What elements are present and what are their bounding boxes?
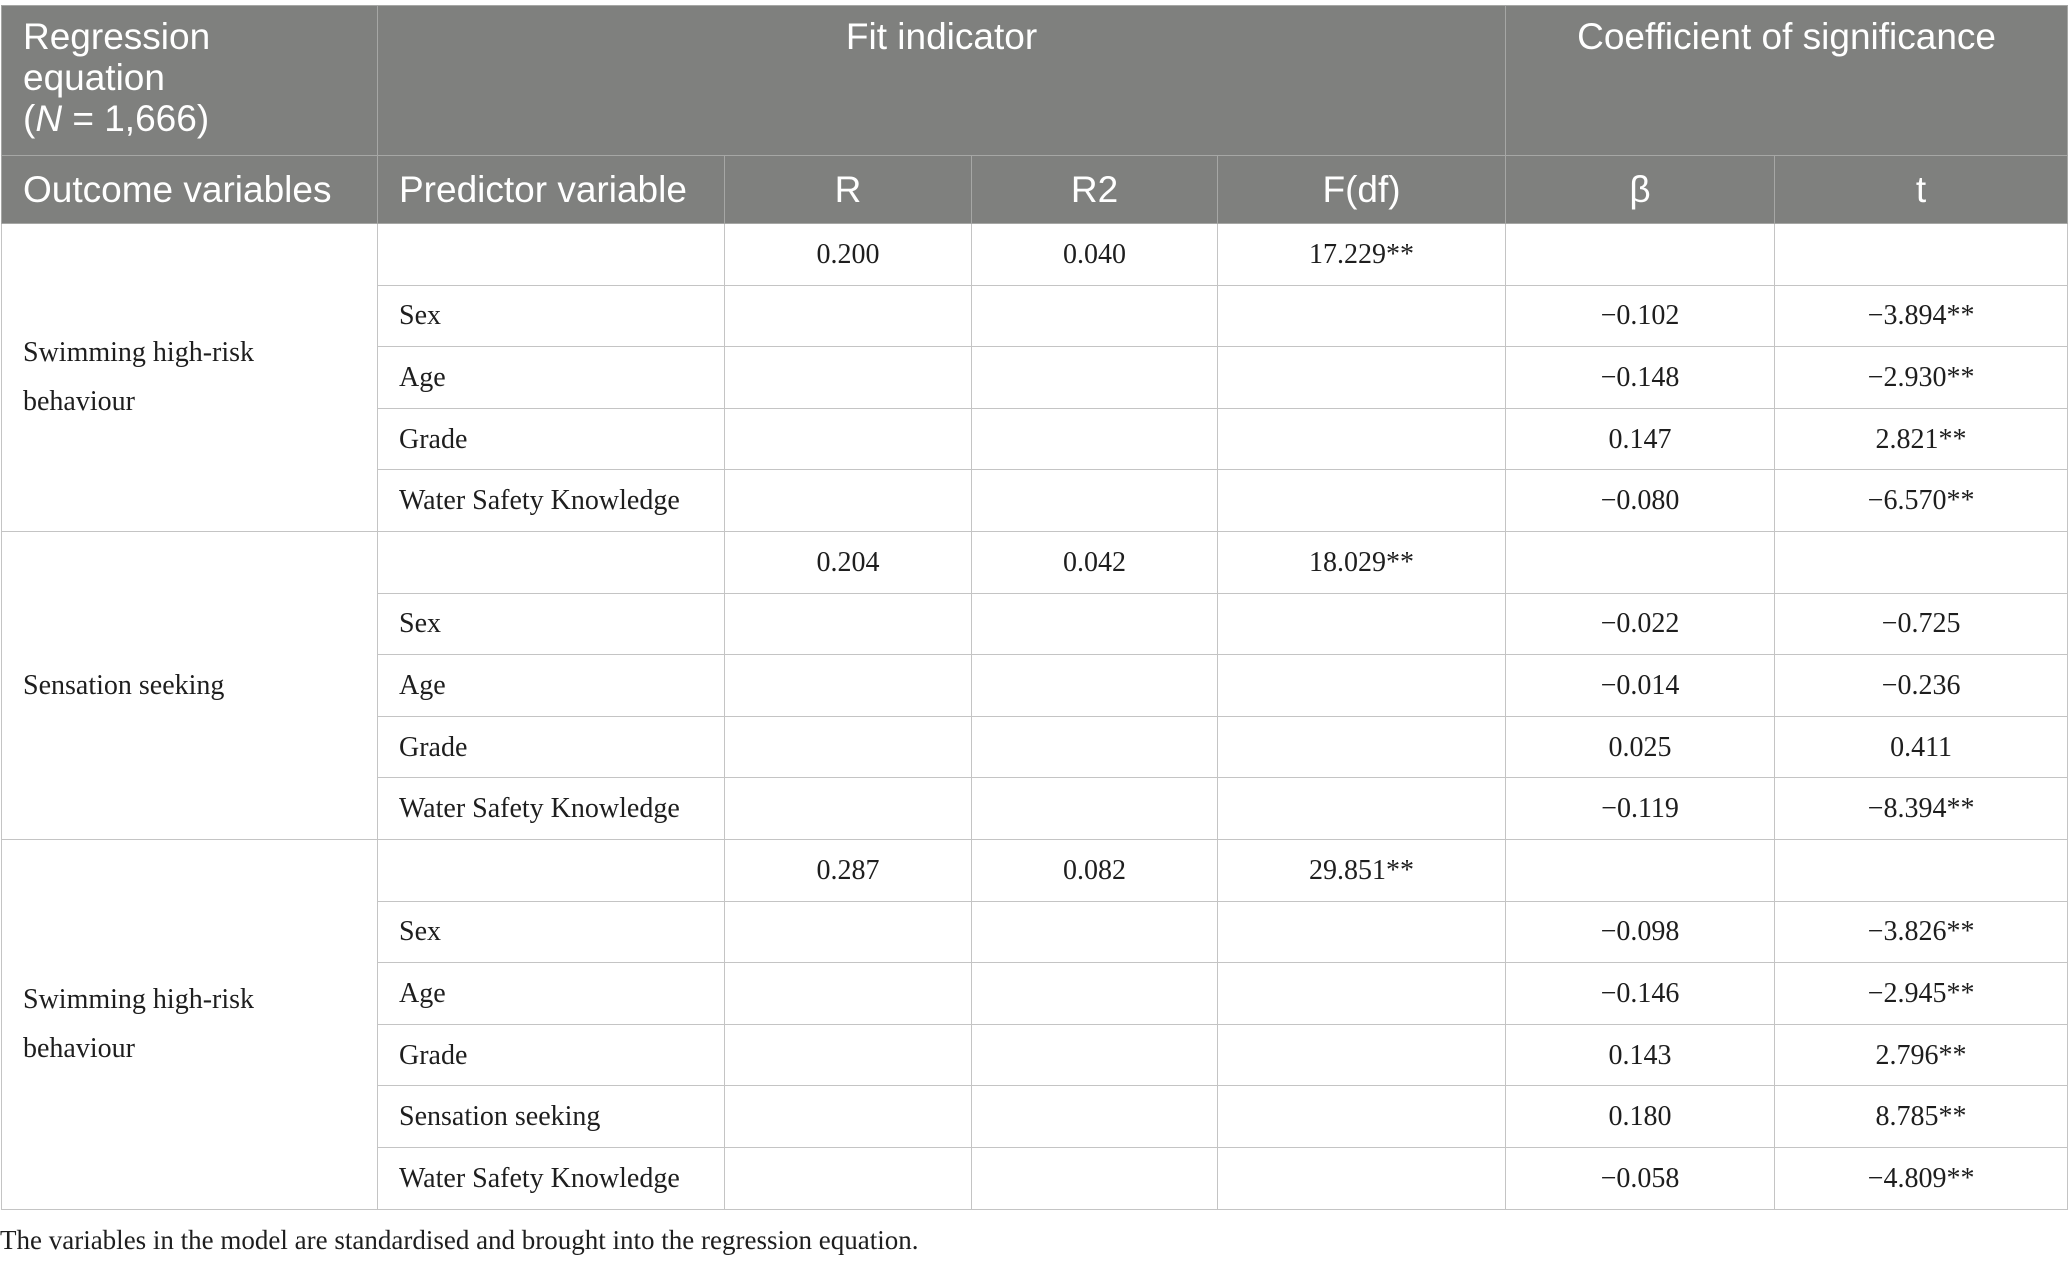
beta-cell: −0.146 xyxy=(1506,963,1775,1025)
f-cell xyxy=(1218,716,1506,778)
r-cell: 0.200 xyxy=(725,224,972,286)
table-row xyxy=(2,531,2068,593)
r2-cell xyxy=(972,716,1218,778)
r2-cell xyxy=(972,1024,1218,1086)
f-cell xyxy=(1218,1086,1506,1148)
column-r: R xyxy=(725,156,972,224)
r-cell xyxy=(725,408,972,470)
r2-cell xyxy=(972,408,1218,470)
f-cell xyxy=(1218,778,1506,840)
r2-cell xyxy=(972,1086,1218,1148)
beta-cell xyxy=(1506,839,1775,901)
sample-size-label xyxy=(23,98,356,139)
sample-value: = 1,666) xyxy=(62,98,210,139)
r2-cell xyxy=(972,901,1218,963)
predictor-cell: Sensation seeking xyxy=(378,1086,725,1148)
r-cell: 0.287 xyxy=(725,839,972,901)
predictor-cell: Sex xyxy=(378,593,725,655)
t-cell: −0.236 xyxy=(1775,655,2068,717)
t-cell: 8.785** xyxy=(1775,1086,2068,1148)
regression-table xyxy=(1,5,2068,1210)
r2-cell xyxy=(972,285,1218,347)
table-footnote: The variables in the model are standardised and brought into the regression equation. xyxy=(0,1225,919,1255)
outcome-cell: Sensation seeking xyxy=(2,531,378,839)
column-t: t xyxy=(1775,156,2068,224)
beta-cell: 0.180 xyxy=(1506,1086,1775,1148)
beta-cell xyxy=(1506,531,1775,593)
predictor-cell: Age xyxy=(378,963,725,1025)
table-body xyxy=(2,224,2068,1210)
regression-equation-header xyxy=(2,6,378,156)
header-row-columns xyxy=(2,156,2068,224)
r2-cell xyxy=(972,778,1218,840)
t-cell: 2.821** xyxy=(1775,408,2068,470)
table-row xyxy=(2,839,2068,901)
sample-open: ( xyxy=(23,98,36,139)
f-cell xyxy=(1218,901,1506,963)
r2-cell: 0.040 xyxy=(972,224,1218,286)
predictor-cell: Water Safety Knowledge xyxy=(378,470,725,532)
r2-cell xyxy=(972,655,1218,717)
sample-symbol: N xyxy=(35,98,63,139)
coefficient-header: Coefficient of significance xyxy=(1506,6,2068,156)
column-f: F(df) xyxy=(1218,156,1506,224)
f-cell xyxy=(1218,593,1506,655)
predictor-cell: Sex xyxy=(378,285,725,347)
t-cell: −2.945** xyxy=(1775,963,2068,1025)
beta-cell: −0.098 xyxy=(1506,901,1775,963)
beta-cell: −0.080 xyxy=(1506,470,1775,532)
r-cell: 0.204 xyxy=(725,531,972,593)
beta-cell: 0.025 xyxy=(1506,716,1775,778)
t-cell xyxy=(1775,224,2068,286)
f-cell xyxy=(1218,470,1506,532)
f-cell xyxy=(1218,347,1506,409)
t-cell: −4.809** xyxy=(1775,1147,2068,1209)
f-cell xyxy=(1218,1024,1506,1086)
f-cell xyxy=(1218,285,1506,347)
t-cell xyxy=(1775,531,2068,593)
t-cell: −8.394** xyxy=(1775,778,2068,840)
r-cell xyxy=(725,901,972,963)
f-cell xyxy=(1218,655,1506,717)
predictor-cell xyxy=(378,531,725,593)
predictor-cell: Sex xyxy=(378,901,725,963)
r-cell xyxy=(725,716,972,778)
r2-cell xyxy=(972,963,1218,1025)
beta-cell: −0.119 xyxy=(1506,778,1775,840)
beta-cell: −0.058 xyxy=(1506,1147,1775,1209)
r-cell xyxy=(725,1147,972,1209)
f-cell: 17.229** xyxy=(1218,224,1506,286)
t-cell: 0.411 xyxy=(1775,716,2068,778)
f-cell xyxy=(1218,1147,1506,1209)
r2-cell xyxy=(972,347,1218,409)
regression-equation-line2: equation xyxy=(23,57,165,98)
table-row xyxy=(2,224,2068,286)
t-cell xyxy=(1775,839,2068,901)
predictor-cell xyxy=(378,839,725,901)
r-cell xyxy=(725,655,972,717)
predictor-cell: Water Safety Knowledge xyxy=(378,778,725,840)
table-header xyxy=(2,6,2068,224)
beta-cell: 0.143 xyxy=(1506,1024,1775,1086)
r-cell xyxy=(725,347,972,409)
header-row-groups xyxy=(2,6,2068,156)
r2-cell xyxy=(972,470,1218,532)
t-cell: −3.826** xyxy=(1775,901,2068,963)
column-beta: β xyxy=(1506,156,1775,224)
t-cell: −0.725 xyxy=(1775,593,2068,655)
column-predictor: Predictor variable xyxy=(378,156,725,224)
r-cell xyxy=(725,963,972,1025)
r-cell xyxy=(725,593,972,655)
predictor-cell: Age xyxy=(378,655,725,717)
outcome-cell: Swimming high-risk behaviour xyxy=(2,224,378,532)
outcome-cell: Swimming high-risk behaviour xyxy=(2,839,378,1209)
predictor-cell xyxy=(378,224,725,286)
f-cell xyxy=(1218,963,1506,1025)
beta-cell: −0.102 xyxy=(1506,285,1775,347)
r-cell xyxy=(725,778,972,840)
r2-cell xyxy=(972,593,1218,655)
r-cell xyxy=(725,1086,972,1148)
t-cell: 2.796** xyxy=(1775,1024,2068,1086)
column-r2: R2 xyxy=(972,156,1218,224)
column-outcome: Outcome variables xyxy=(2,156,378,224)
f-cell xyxy=(1218,408,1506,470)
beta-cell: 0.147 xyxy=(1506,408,1775,470)
predictor-cell: Age xyxy=(378,347,725,409)
beta-cell: −0.148 xyxy=(1506,347,1775,409)
t-cell: −3.894** xyxy=(1775,285,2068,347)
predictor-cell: Grade xyxy=(378,408,725,470)
r2-cell xyxy=(972,1147,1218,1209)
t-cell: −2.930** xyxy=(1775,347,2068,409)
r-cell xyxy=(725,1024,972,1086)
r-cell xyxy=(725,285,972,347)
predictor-cell: Grade xyxy=(378,1024,725,1086)
r2-cell: 0.042 xyxy=(972,531,1218,593)
beta-cell: −0.014 xyxy=(1506,655,1775,717)
f-cell: 29.851** xyxy=(1218,839,1506,901)
fit-indicator-header: Fit indicator xyxy=(378,6,1506,156)
beta-cell xyxy=(1506,224,1775,286)
f-cell: 18.029** xyxy=(1218,531,1506,593)
r-cell xyxy=(725,470,972,532)
t-cell: −6.570** xyxy=(1775,470,2068,532)
r2-cell: 0.082 xyxy=(972,839,1218,901)
regression-equation-line1: Regression xyxy=(23,16,211,57)
beta-cell: −0.022 xyxy=(1506,593,1775,655)
predictor-cell: Water Safety Knowledge xyxy=(378,1147,725,1209)
predictor-cell: Grade xyxy=(378,716,725,778)
